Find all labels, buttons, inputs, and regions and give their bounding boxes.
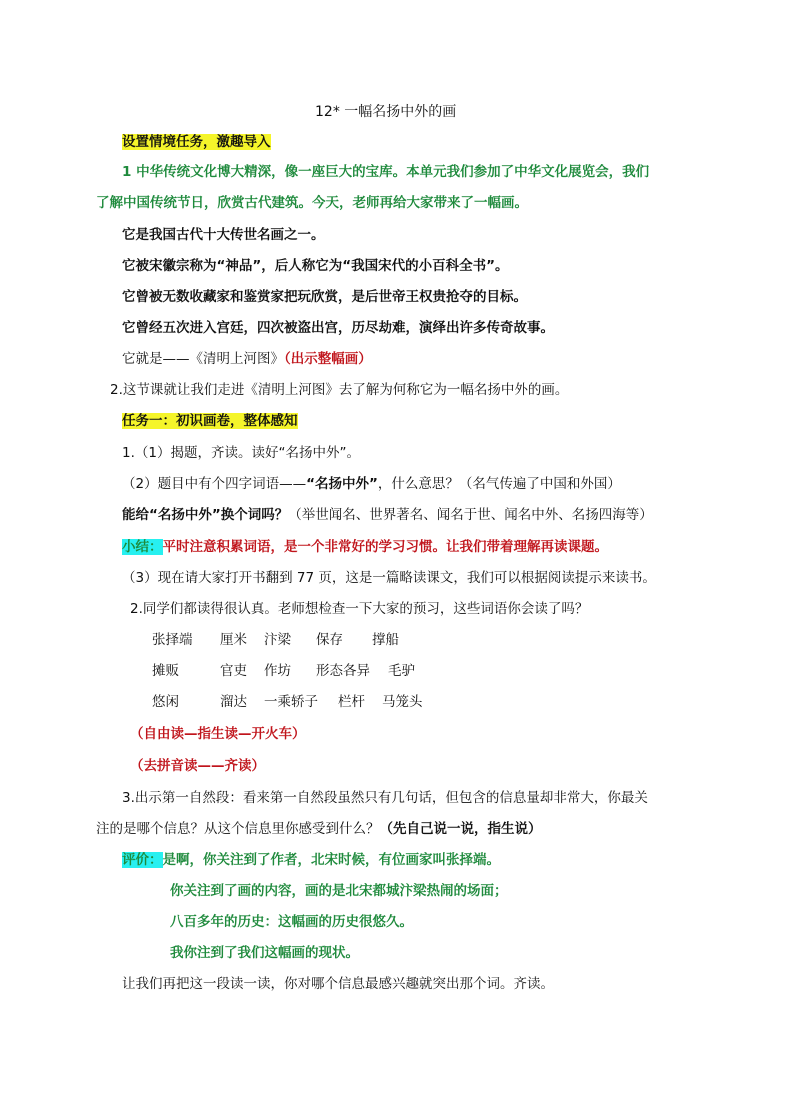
step-2 [122, 474, 621, 494]
vocab-word: 栏杆 [338, 694, 365, 710]
summary-label: 小结： [122, 539, 163, 555]
clue-3: 它曾被无数收藏家和鉴赏家把玩欣赏，是后世帝王权贵抢夺的目标。 [122, 289, 527, 305]
intro-statement: 2.这节课就让我们走进《清明上河图》去了解为何称它为一幅名扬中外的画。 [110, 382, 569, 398]
task-heading-text: 任务一：初识画卷，整体感知 [122, 413, 298, 429]
vocab-word: 溜达 [220, 694, 247, 710]
clue-2: 它被宋徽宗称为“神品”，后人称它为“我国宋代的小百科全书”。 [122, 258, 509, 274]
evaluation-label: 评价： [122, 852, 163, 868]
vocab-row-3 [0, 692, 790, 712]
vocab-word: 官吏 [220, 663, 247, 679]
step-3: （3）现在请大家打开书翻到 77 页，这是一篇略读课文，我们可以根据阅读提示来读书。 [122, 570, 656, 586]
step-2-question: （2）题目中有个四字词语—— [122, 476, 307, 492]
paragraph-1-line-1: 3.出示第一自然段：看来第一自然段虽然只有几句话，但包含的信息量却非常大，你最关 [122, 790, 648, 806]
reading-method-1: （自由读—指生读—开火车） [130, 726, 306, 742]
reveal-note: （出示整幅画） [284, 351, 372, 367]
paragraph-1-instruction: （先自己说一说，指生说） [379, 821, 542, 837]
reading-method-2: （去拼音读——齐读） [130, 758, 265, 774]
reveal-line [122, 349, 372, 369]
section-heading [122, 132, 271, 152]
evaluation-line-4: 我你注到了我们这幅画的现状。 [170, 945, 359, 961]
step-2-phrase: “名扬中外” [306, 476, 378, 492]
synonym-answer: （举世闻名、世界著名、闻名于世、闻名中外、名扬四海等） [288, 507, 653, 523]
intro-line-2: 了解中国传统节日，欣赏古代建筑。今天，老师再给大家带来了一幅画。 [96, 195, 528, 211]
vocab-word: 厘米 [220, 632, 247, 648]
step-1: 1.（1）揭题，齐读。读好“名扬中外”。 [122, 445, 360, 461]
paragraph-1-question: 注的是哪个信息？从这个信息里你感受到什么？ [96, 821, 380, 837]
clue-4: 它曾经五次进入宫廷，四次被盗出宫，历尽劫难，演绎出许多传奇故事。 [122, 320, 554, 336]
step-2-answer: ，什么意思？（名气传遍了中国和外国） [377, 476, 621, 492]
evaluation-line-3: 八百多年的历史：这幅画的历史很悠久。 [170, 914, 413, 930]
vocab-word: 一乘轿子 [264, 694, 318, 710]
synonym-question: 能给“名扬中外”换个词吗？ [122, 507, 289, 523]
preview-question: 2.同学们都读得很认真。老师想检查一下大家的预习，这些词语你会读了吗？ [130, 601, 589, 617]
vocab-word: 保存 [316, 632, 343, 648]
vocab-word: 马笼头 [382, 694, 423, 710]
task-heading [122, 411, 298, 431]
evaluation-line-2: 你关注到了画的内容，画的是北宋都城汴梁热闹的场面； [170, 883, 508, 899]
vocab-word: 撑船 [372, 632, 399, 648]
vocab-word: 摊贩 [152, 663, 179, 679]
vocab-word: 悠闲 [152, 694, 179, 710]
section-heading-text: 设置情境任务，激趣导入 [122, 134, 271, 150]
closing-line: 让我们再把这一段读一读，你对哪个信息最感兴趣就突出那个词。齐读。 [122, 976, 554, 992]
lesson-title: 12* 一幅名扬中外的画 [315, 104, 457, 120]
evaluation-line-1 [122, 850, 500, 870]
clue-1: 它是我国古代十大传世名画之一。 [122, 227, 325, 243]
vocab-word: 作坊 [264, 663, 291, 679]
vocab-word: 形态各异 [316, 663, 370, 679]
summary-line [122, 537, 608, 557]
vocab-word: 张择端 [152, 632, 193, 648]
vocab-row-1 [0, 630, 790, 650]
paragraph-1-line-2 [96, 819, 542, 839]
synonym-line [122, 505, 653, 525]
intro-line-1: 1 中华传统文化博大精深，像一座巨大的宝库。本单元我们参加了中华文化展览会，我们 [122, 164, 650, 180]
summary-text: 平时注意积累词语，是一个非常好的学习习惯。让我们带着理解再读课题。 [162, 539, 608, 555]
vocab-word: 毛驴 [388, 663, 415, 679]
reveal-text: 它就是——《清明上河图》 [122, 351, 284, 367]
evaluation-text-1: 是啊，你关注到了作者，北宋时候，有位画家叫张择端。 [162, 852, 500, 868]
vocab-row-2 [0, 661, 790, 681]
vocab-word: 汴梁 [264, 632, 291, 648]
